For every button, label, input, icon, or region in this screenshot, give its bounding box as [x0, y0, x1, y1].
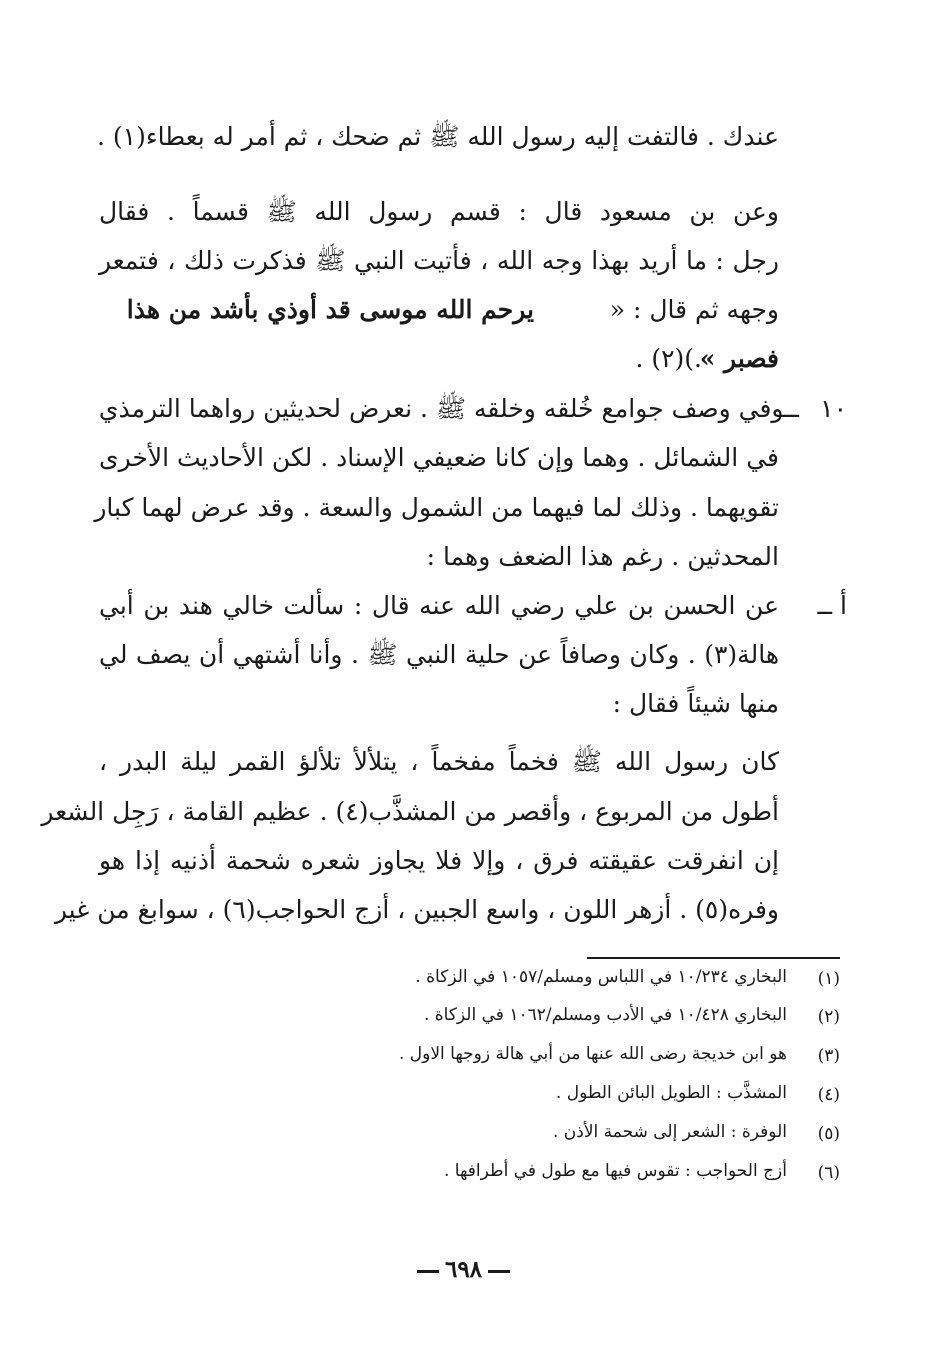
footnote-number-4: (٤): [817, 1085, 840, 1105]
footnote-text-5: الوفرة : الشعر إلى شحمة الأذن .: [552, 1122, 787, 1142]
footnote-text-1: البخاري ١٠/٢٣٤ في اللباس ومسلم/١٠٥٧ في الزكاة .: [415, 967, 787, 987]
item-number-10: ١٠: [820, 394, 847, 423]
text-line-10: عن الحسن بن علي رضي الله عنه قال : سألت خالي هند بن أبي: [99, 591, 779, 620]
text-line-4a: وجهه ثم قال : «: [609, 295, 779, 324]
footnote-text-2: البخاري ١٠/٤٢٨ في الأدب ومسلم/١٠٦٢ في الزكاة .: [423, 1005, 787, 1025]
text-line-16: وفره(٥) . أزهر اللون ، واسع الجبين ، أزج الحواجب(٦) ، سوابغ من غير: [54, 895, 779, 924]
footnote-number-3: (٣): [817, 1046, 840, 1066]
text-line-8: تقويهما . وذلك لما فيهما من الشمول والسعة . وقد عرض لهما كبار: [94, 493, 779, 522]
footnote-separator: [587, 957, 840, 959]
text-line-5a-quote: فصبر »: [699, 344, 779, 373]
text-line-12: منها شيئاً فقال :: [612, 689, 779, 718]
text-line-4b-quote: يرحم الله موسى قد أوذي بأشد من هذا: [126, 295, 534, 324]
text-line-15: إن انفرقت عقيقته فرق ، وإلا فلا يجاوز شعره شحمة أذنيه إذا هو: [99, 846, 779, 875]
text-line-11: هالة(٣) . وكان وصافاً عن حلية النبي ﷺ . وأنا أشتهي أن يصف لي: [99, 640, 779, 669]
text-line-13: كان رسول الله ﷺ فخماً مفخماً ، يتلألأ تلألؤ القمر ليلة البدر ،: [99, 747, 779, 776]
text-line-7: في الشمائل . وهما وإن كانا ضعيفي الإسناد . لكن الأحاديث الأخرى: [99, 443, 779, 472]
footnote-number-5: (٥): [817, 1124, 840, 1144]
text-line-6: ــوفي وصف جوامع خُلقه وخلقه ﷺ . نعرض لحديثين رواهما الترمذي: [98, 394, 799, 423]
footnote-text-6: أزج الحواجب : تقوس فيها مع طول في أطرافها .: [443, 1161, 787, 1181]
footnote-number-1: (١): [817, 969, 840, 989]
page-number-value: ٦٩٨: [444, 1256, 483, 1283]
page-number-dash-left: [417, 1270, 439, 1273]
text-line-3: رجل : ما أريد بهذا وجه الله ، فأتيت النبي ﷺ فذكرت ذلك ، فتمعر: [99, 246, 779, 275]
text-line-14: أطول من المربوع ، وأقصر من المشذَّب(٤) . عظيم القامة ، رَجِل الشعر: [41, 797, 779, 826]
text-line-2: وعن بن مسعود قال : قسم رسول الله ﷺ قسماً . فقال: [99, 197, 779, 226]
text-line-1: عندك . فالتفت إليه رسول الله ﷺ ثم ضحك ، ثم أمر له بعطاء(١) .: [96, 122, 779, 151]
footnote-text-4: المشذَّب : الطويل البائن الطول .: [555, 1083, 787, 1103]
page-number-dash-right: [488, 1270, 510, 1273]
footnote-number-2: (٢): [817, 1007, 840, 1027]
text-line-5b: .)(٢) .: [635, 344, 702, 373]
page-number: [0, 1255, 927, 1285]
item-label-a: أ ــ: [817, 591, 847, 620]
footnote-text-3: هو ابن خديجة رضى الله عنها من أبي هالة زوجها الاول .: [398, 1044, 787, 1064]
text-line-9: المحدثين . رغم هذا الضعف وهما :: [426, 542, 779, 571]
footnote-number-6: (٦): [817, 1163, 840, 1183]
